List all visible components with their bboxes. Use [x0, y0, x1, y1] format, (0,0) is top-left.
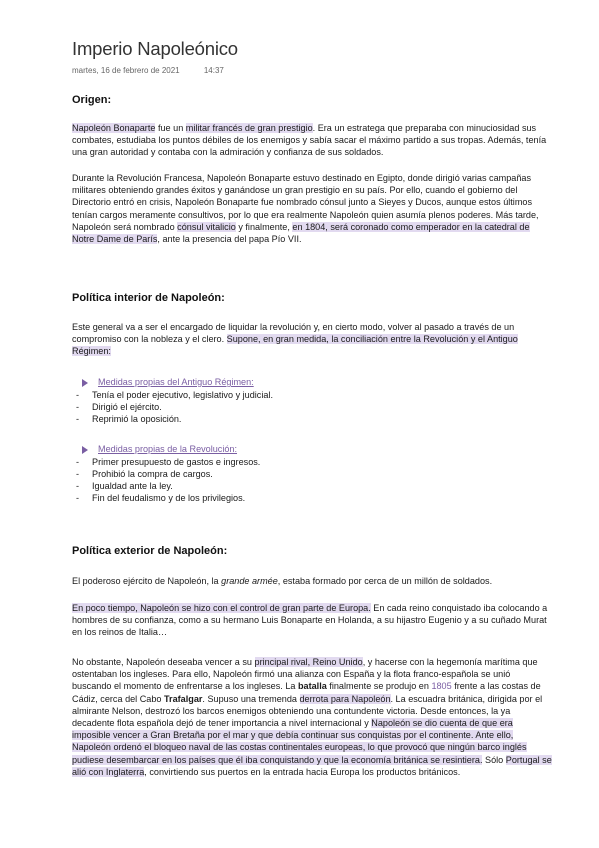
- text-run: En cada reino conquistado iba colocando a hombres de su confianza, como a su hermano Luis Bonaparte en Holanda, a su hijastro Eugenio y a su cuñado Murat en los reinos de Italia…: [72, 603, 548, 638]
- list-antiguo-regimen: [72, 389, 273, 425]
- note-meta: [72, 66, 246, 75]
- note-time: 14:37: [203, 66, 224, 75]
- text-run: . La escuadra británica, dirigida por el almirante Nelson, destrozó los barcos enemigos obteniendo una contundente victoria. Desde entonces, la ya decadente flota española dejó de tener importancia a nivel internacional y: [72, 693, 543, 729]
- highlight: Napoleón se dio cuenta de que era imposible vencer a Gran Bretaña por el mar y que debía continuar sus conquistas por el continente. Ante ello, Napoleón ordenó el bloqueo naval de las costas continentales europeas, lo que provocó que ningún barco inglés pudiese desembarcar en los países que él iba conquistando y que la economía británica se resintiera.: [72, 718, 527, 765]
- heading-interior: Política interior de Napoleón:: [72, 292, 225, 304]
- list-item: - Igualdad ante la ley.: [72, 480, 260, 492]
- highlight: En poco tiempo, Napoleón se hizo con el control de gran parte de Europa.: [72, 603, 371, 613]
- text-run: finalmente se produjo en: [326, 681, 432, 692]
- list-item: - Reprimió la oposición.: [72, 413, 273, 425]
- paragraph-origen-2: [72, 172, 552, 245]
- paragraph-exterior-3: [72, 656, 552, 778]
- heading-origen: Origen:: [72, 94, 112, 106]
- bold-term: batalla: [297, 681, 327, 692]
- italic-term: grande armée: [221, 576, 278, 586]
- highlight: en 1804, será coronado como emperador en la catedral de Notre Dame de París: [72, 221, 530, 245]
- highlight: Napoleón Bonaparte: [72, 123, 156, 133]
- text-run: , convirtiendo sus puertos en la entrada hacia Europa los productos británicos.: [144, 766, 461, 777]
- text-run: , estaba formado por cerca de un millón de soldados.: [277, 576, 493, 586]
- bold-term: Trafalgar: [164, 693, 203, 704]
- page-title: Imperio Napoleónico: [72, 38, 238, 59]
- note-date: martes, 16 de febrero de 2021: [72, 66, 180, 75]
- highlight: cónsul vitalicio: [177, 221, 236, 232]
- text-run: El poderoso ejército de Napoleón, la: [72, 576, 222, 586]
- arrow-bullet-icon: [82, 446, 88, 454]
- text-run: fue un: [155, 123, 186, 133]
- paragraph-exterior-1: [72, 575, 552, 587]
- list-item: - Prohibió la compra de cargos.: [72, 468, 260, 480]
- text-run: . Supuso una tremenda: [202, 693, 300, 704]
- text-run: , y hacerse con la hegemonía marítima que ostentaban los ingleses. Para ello, Napoleón firmó una alianza con España y la flota franco-española se unió buscando el momento de enfrentarse a los ingleses. La: [72, 657, 538, 692]
- paragraph-interior-1: [72, 321, 552, 358]
- text-run: Durante la Revolución Francesa, Napoleón Bonaparte estuvo destinado en Egipto, donde dirigió varias campañas militares obteniendo grandes éxitos y ganándose un gran prestigio en su país. Por ello, cuando el gobierno del Directorio entró en crisis, Napoleón Bonaparte fue nombrado cónsul junto a Sieyes y Ducos, aunque estos últimos tenían cargos meramente consultivos, por lo que era realmente Napoleón quien asumía plenos poderes. Más tarde, Napoleón será nombrado: [72, 173, 539, 232]
- highlight: derrota para Napoleón: [299, 693, 391, 704]
- list-heading-revolucion: Medidas propias de la Revolución:: [82, 443, 237, 455]
- heading-exterior: Política exterior de Napoleón:: [72, 545, 228, 557]
- arrow-bullet-icon: [82, 379, 88, 387]
- text-run: No obstante, Napoleón deseaba vencer a su: [72, 657, 255, 667]
- text-run: , ante la presencia del papa Pío VII.: [157, 234, 302, 245]
- text-run: Sólo: [482, 754, 506, 765]
- list-heading-antiguo-regimen: Medidas propias del Antiguo Régimen:: [82, 376, 254, 388]
- list-item: - Dirigió el ejército.: [72, 401, 273, 413]
- paragraph-origen-1: [72, 122, 552, 159]
- text-run: y finalmente,: [235, 221, 293, 232]
- list-item: - Primer presupuesto de gastos e ingresos.: [72, 456, 260, 468]
- year-text: 1805: [431, 681, 452, 692]
- highlight: principal rival, Reino Unido: [254, 657, 363, 667]
- text-run: Este general va a ser el encargado de liquidar la revolución y, en cierto modo, volver al pasado a través de un compromiso con la nobleza y el clero.: [72, 322, 515, 345]
- list-revolucion: [72, 456, 260, 504]
- highlight: Portugal se alió con Inglaterra: [72, 754, 552, 777]
- text-run: frente a las costas de Cádiz, cerca del Cabo: [72, 681, 541, 704]
- list-item: - Fin del feudalismo y de los privilegios.: [72, 492, 260, 504]
- paragraph-exterior-2: [72, 602, 552, 639]
- highlight: militar francés de gran prestigio: [185, 123, 313, 133]
- highlight: Supone, en gran medida, la conciliación entre la Revolución y el Antiguo Régimen:: [72, 334, 518, 357]
- list-item: - Tenía el poder ejecutivo, legislativo y judicial.: [72, 389, 273, 401]
- text-run: . Era un estratega que preparaba con minuciosidad sus combates, estudiaba los puntos débiles de los enemigos y sabía sacar el máximo partido a sus tropas. Además, tenía una gran autoridad y contaba con la admiración y confianza de sus soldados.: [72, 123, 547, 158]
